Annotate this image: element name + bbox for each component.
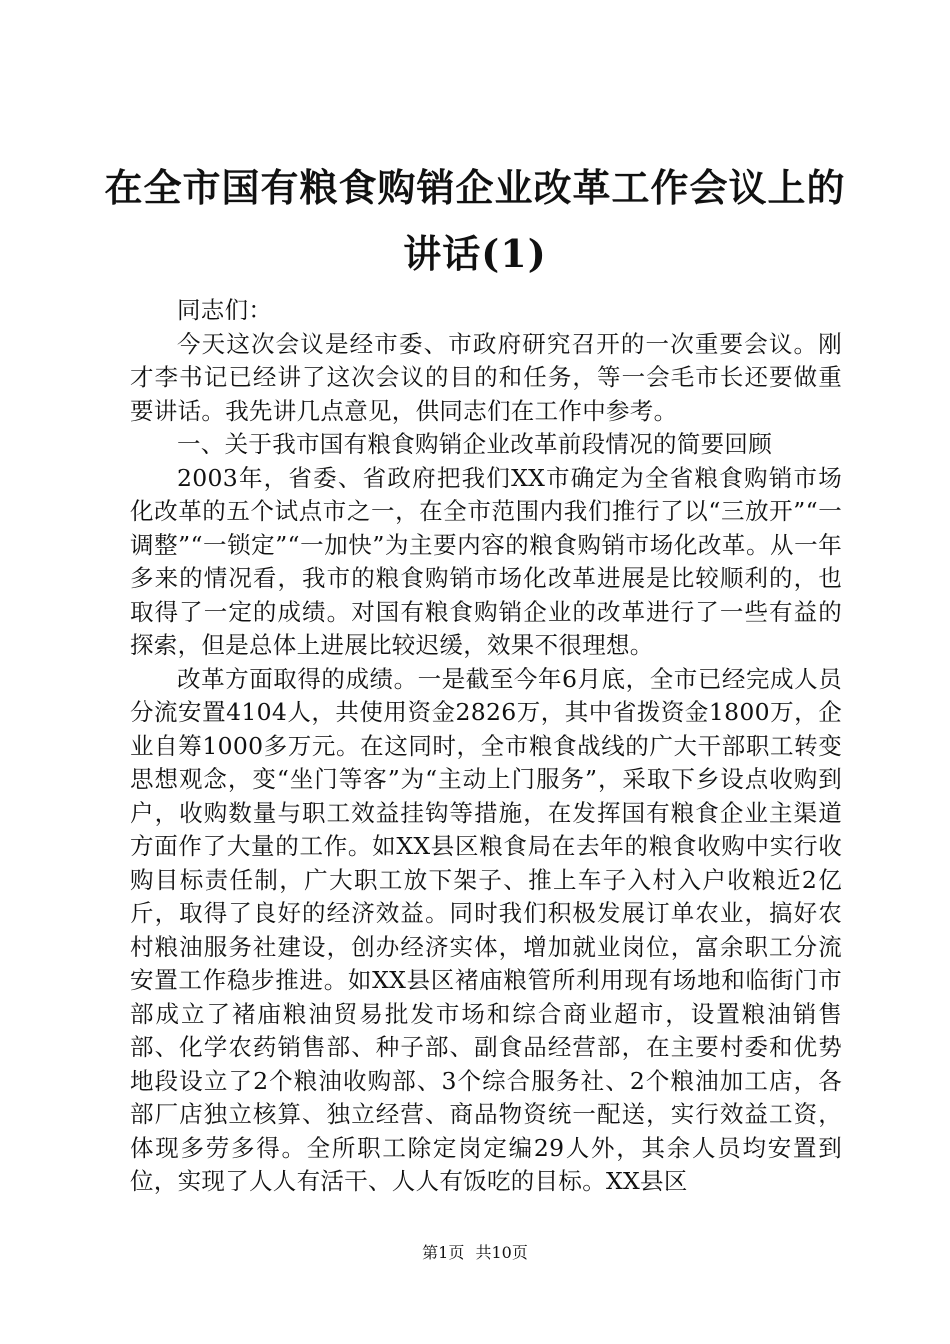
section-heading: 一、关于我市国有粮食购销企业改革前段情况的简要回顾 [177,430,772,458]
paragraph-background: 2003年，省委、省政府把我们XX市确定为全省粮食购销市场化改革的五个试点市之一，在全市范围内我们推行了以“三放开”“一调整”“一锁定”“一加快”为主要内容的粮食购销市场化改革。从一年多来的情况看，我市的粮食购销市场化改革进展是比较顺利的，也取得了一定的成绩。对国有粮食购销企业的改革进行了一些有益的探索，但是总体上进展比较迟缓，效果不很理想。 [130,463,842,659]
page-number: 第1页 [422,1243,465,1262]
page-total: 共10页 [475,1243,528,1262]
greeting: 同志们： [177,296,273,324]
page-footer [0,1243,950,1263]
document-title: 在全市国有粮食购销企业改革工作会议上的讲话(1) [104,165,846,276]
paragraph-achievements: 改革方面取得的成绩。一是截至今年6月底，全市已经完成人员分流安置4104人，共使用资金2826万，其中省拨资金1800万，企业自筹1000多万元。在这同时，全市粮食战线的广大干部职工转变思想观念，变“坐门等客”为“主动上门服务”，采取下乡设点收购到户，收购数量与职工效益挂钩等措施，在发挥国有粮食企业主渠道方面作了大量的工作。如XX县区粮食局在去年的粮食收购中实行收购目标责任制，广大职工放下架子、推上车子入村入户收粮近2亿斤，取得了良好的经济效益。同时我们积极发展订单农业，搞好农村粮油服务社建设，创办经济实体，增加就业岗位，富余职工分流安置工作稳步推进。如XX县区褚庙粮管所利用现有场地和临街门市部成立了褚庙粮油贸易批发市场和综合商业超市，设置粮油销售部、化学农药销售部、种子部、副食品经营部，在主要村委和优势地段设立了2个粮油收购部、3个综合服务社、2个粮油加工店，各部厂店独立核算、独立经营、商品物资统一配送，实行效益工资，体现多劳多得。全所职工除定岗定编29人外，其余人员均安置到位，实现了人人有活干、人人有饭吃的目标。XX县区 [130,664,842,1195]
paragraph-opening: 今天这次会议是经市委、市政府研究召开的一次重要会议。刚才李书记已经讲了这次会议的目的和任务，等一会毛市长还要做重要讲话。我先讲几点意见，供同志们在工作中参考。 [130,329,842,425]
document-body [130,294,842,1199]
